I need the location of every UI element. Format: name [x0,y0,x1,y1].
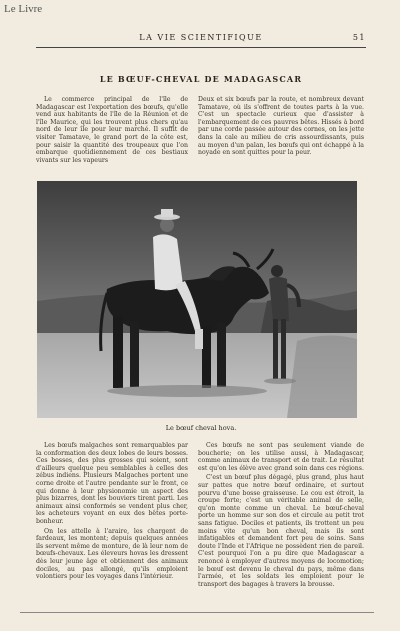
article-title: LE BŒUF-CHEVAL DE MADAGASCAR [99,74,303,84]
photo-caption: Le bœuf cheval hova. [165,424,237,432]
page-number: 51 [352,33,366,42]
intro-right-column [198,96,364,173]
body-right-paragraph-1: Ces bœufs ne sont pas seulement viande de boucherie; on les utilise aussi, à Madagascar, comme animaux de transport et de trait. Le résultat est qu'on les élève avec grand soin dans ces régions. [198,442,364,472]
running-header [36,33,366,45]
page-bottom-rule [20,612,374,613]
intro-left-column [36,96,188,173]
intro-right-paragraph: Deux et six bœufs par la route, et nombreux devant Tamatave, où ils s'offrent de toutes parts à la vue. C'est un spectacle curieux que d'assister à l'embarquement de ces pauvres bêtes. Hissés à bord par une corde passée autour des cornes, on les jette dans la cale au milieu de cris assourdissants, puis au moyen d'un palan, les bœufs qui ont échappé à la noyade en sont quittes pour la peur. [198,96,364,157]
body-right-column [198,442,364,608]
body-left-paragraph-2: On les attelle à l'araire, les chargent de fardeaux, les montent; depuis quelques années ils servent même de monture, de là leur nom de bœufs-chevaux. Les éleveurs hovas les dressent dès leur jeune âge et obtiennent des animaux dociles, au pas allongé, qu'ils emploient volontiers pour les voyages dans l'intérieur. [36,527,188,581]
body-right-paragraph-2: C'est un bœuf plus dégagé, plus grand, plus haut sur pattes que notre bœuf ordinaire, et surtout pourvu d'une bosse graisseuse. Le cou est étroit, la croupe forte; c'est un véritable animal de selle, qu'on monte comme un cheval. Le bœuf-cheval porte un homme sur son dos et circule au petit trot sans fatigue. Dociles et patients, ils trottent un peu moins vite qu'un bon cheval, mais ils sont infatigables et demandent fort peu de soins. Sans doute l'Inde et l'Afrique ne possèdent rien de pareil. C'est pourquoi l'on a pu dire que Madagascar a renoncé à employer d'autres moyens de locomotion; le bœuf est devenu le cheval du pays, même dans l'armée, et les soldats les emploient pour le transport des bagages à travers la brousse. [198,474,364,588]
journal-name: LA VIE SCIENTIFIQUE [139,33,263,42]
watermark: Le Livre [4,3,43,15]
photo-illustration [37,181,357,418]
body-left-paragraph-1: Les bœufs malgaches sont remarquables par la conformation des deux lobes de leurs bosses. Ces bosses, des plus grosses qui soient, sont d'ailleurs quelque peu semblables à celles des zébus indiens. Plusieurs Malgaches portent une corne droite et l'autre pendante sur le front, ce qui donne à leur physionomie un aspect des plus bizarres, dont les bouviers tirent parti. Les animaux ainsi conformés se vendent plus cher, les acheteurs voyant en eux des bêtes porte-bonheur. [36,442,188,525]
photo-rider-on-ox [37,181,357,418]
intro-left-paragraph: Le commerce principal de l'île de Madagascar est l'exportation des bœufs, qu'elle vend aux habitants de l'île de la Réunion et de l'île Maurice, qui les trouvent plus chers qu'au nord de leur île pour leur marché. Il suffit de visiter Tamatave, le grand port de la côte est, pour saisir la quantité des troupeaux que l'on embarque quotidiennement de ces bestiaux vivants sur les vapeurs [36,96,188,164]
body-left-column [36,442,188,608]
header-rule [36,47,366,48]
